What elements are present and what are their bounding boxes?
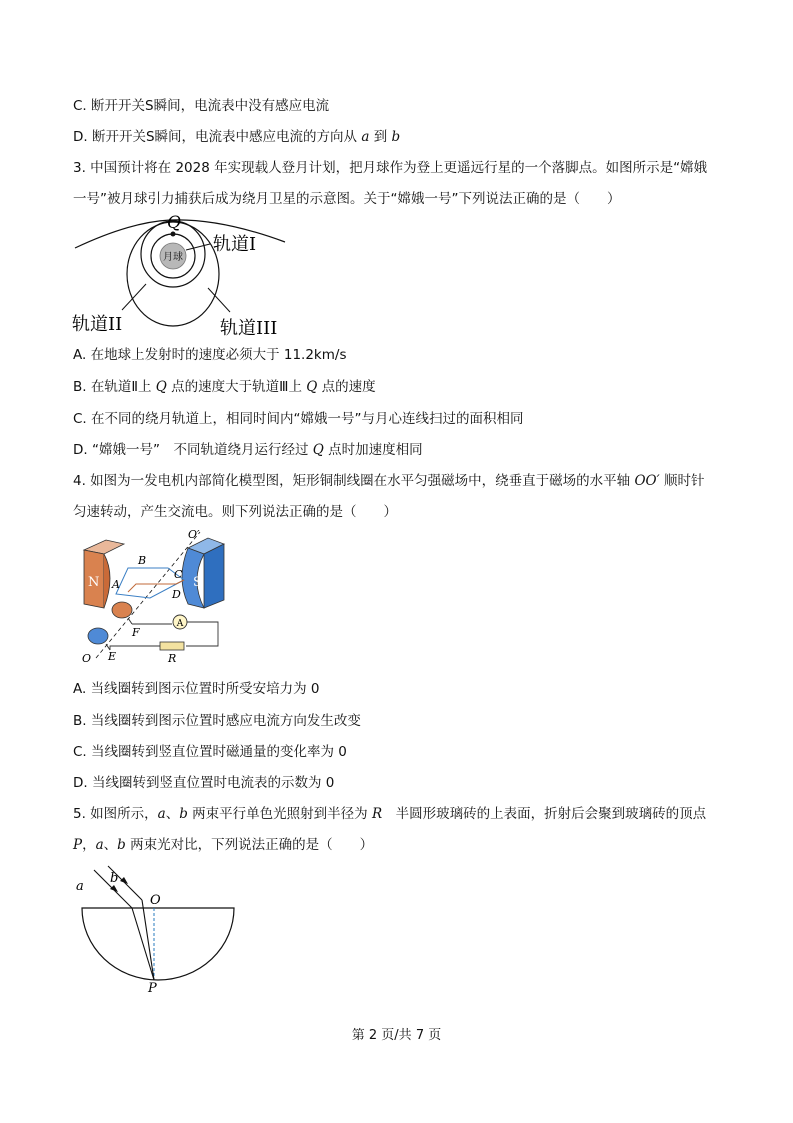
q3-option-d: D. “嫦娥一号” 不同轨道绕月运行经过 Q 点时加速度相同	[73, 442, 423, 458]
point-o-label: O	[150, 893, 161, 908]
q4-option-b: B. 当线圈转到图示位置时感应电流方向发生改变	[73, 713, 361, 729]
point-q-label: Q	[167, 213, 181, 233]
q3-stem-line1: 3. 中国预计将在 2028 年实现载人登月计划，把月球作为登上更遥远行星的一个落脚点。如图所示是“嫦娥	[73, 160, 708, 176]
coil-d-label: D	[172, 588, 181, 601]
axis-o-prime: O′	[188, 528, 200, 541]
ray-b-label: b	[110, 871, 119, 886]
brush-f-label: F	[132, 626, 140, 639]
moon-label: 月球	[163, 252, 183, 263]
q5-stem-line2: P，a、b 两束光对比，下列说法正确的是（ ）	[73, 837, 374, 853]
orbit2-label: 轨道II	[72, 314, 123, 335]
q4-stem-line1: 4. 如图为一发电机内部简化模型图，矩形铜制线圈在水平匀强磁场中，绕垂直于磁场的水平轴 OO′ 顺时针	[73, 473, 705, 489]
coil-c-label: C	[174, 568, 183, 581]
q5-stem-line1: 5. 如图所示，a、b 两束平行单色光照射到半径为 R 半圆形玻璃砖的上表面，折射后会聚到玻璃砖的顶点	[73, 806, 707, 822]
q3-option-b: B. 在轨道Ⅱ上 Q 点的速度大于轨道Ⅲ上 Q 点的速度	[73, 379, 376, 395]
orbit3-label: 轨道III	[220, 318, 278, 339]
brush-e-label: E	[108, 650, 117, 663]
q3-stem-line2: 一号”被月球引力捕获后成为绕月卫星的示意图。关于“嫦娥一号”下列说法正确的是（ ）	[73, 191, 621, 207]
coil-a-label: A	[112, 578, 120, 591]
q5-glass-figure	[74, 862, 244, 994]
ammeter-label: A	[176, 619, 184, 629]
q4-option-d: D. 当线圈转到竖直位置时电流表的示数为 0	[73, 775, 335, 791]
resistor-r-label: R	[168, 652, 177, 665]
axis-o-label: O	[82, 652, 92, 665]
q2-option-c: C. 断开开关S瞬间，电流表中没有感应电流	[73, 98, 330, 114]
q4-stem-line2: 匀速转动，产生交流电。则下列说法正确的是（ ）	[73, 504, 397, 520]
q4-option-a: A. 当线圈转到图示位置时所受安培力为 0	[73, 681, 320, 697]
ray-a-label: a	[76, 879, 84, 894]
q3-option-a: A. 在地球上发射时的速度必须大于 11.2km/s	[73, 347, 347, 363]
q4-option-c: C. 当线圈转到竖直位置时磁通量的变化率为 0	[73, 744, 347, 760]
q3-option-c: C. 在不同的绕月轨道上，相同时间内“嫦娥一号”与月心连线扫过的面积相同	[73, 411, 524, 427]
n-pole-label: N	[88, 575, 100, 590]
coil-b-label: B	[138, 554, 147, 567]
q2-option-d: D. 断开开关S瞬间，电流表中感应电流的方向从 a 到 b	[73, 129, 401, 145]
orbit1-label: 轨道I	[213, 234, 257, 255]
point-p-label: P	[148, 981, 157, 994]
q4-generator-figure	[76, 528, 226, 666]
s-pole-label: S	[193, 575, 202, 590]
q3-orbit-figure	[70, 212, 300, 340]
page-footer: 第 2 页/共 7 页	[351, 1028, 442, 1043]
